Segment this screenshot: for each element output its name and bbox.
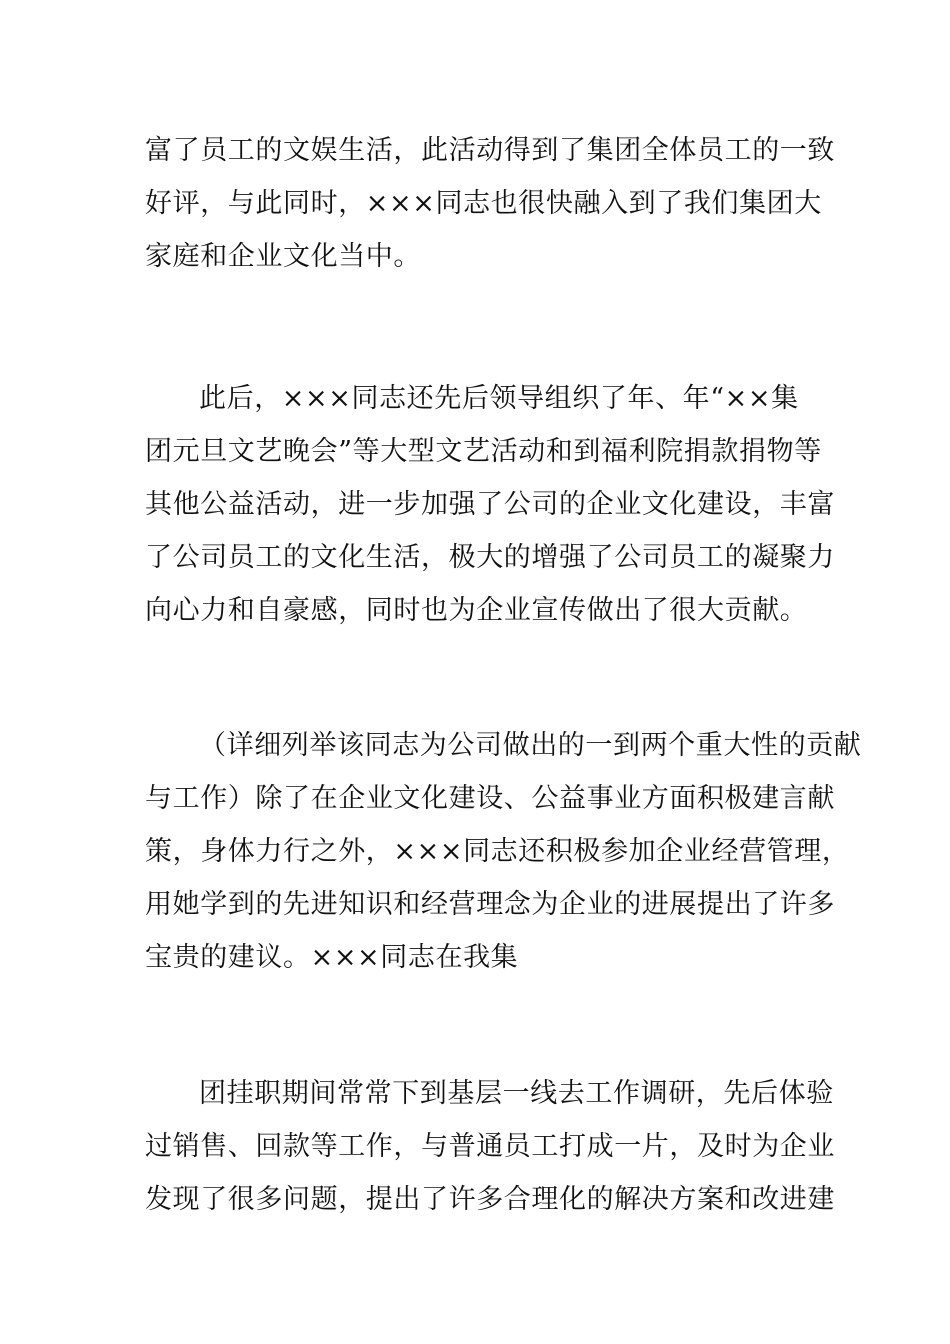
text-line: 宝贵的建议。×××同志在我集 — [145, 942, 519, 973]
paragraph-1 — [145, 124, 835, 283]
text-line: 富了员工的文娱生活，此活动得到了集团全体员工的一致 — [145, 135, 835, 166]
text-line: 家庭和企业文化当中。 — [145, 241, 421, 272]
text-line: 发现了很多问题，提出了许多合理化的解决方案和改进建 — [145, 1184, 835, 1215]
text-line: 此后，×××同志还先后领导组织了年、年“××集 — [199, 383, 799, 414]
text-line: （详细列举该同志为公司做出的一到两个重大性的贡献 — [199, 730, 862, 761]
paragraph-4 — [145, 1067, 835, 1226]
text-line: 了公司员工的文化生活，极大的增强了公司员工的凝聚力 — [145, 542, 835, 573]
text-line: 与工作）除了在企业文化建设、公益事业方面积极建言献 — [145, 783, 835, 814]
text-line: 策，身体力行之外，×××同志还积极参加企业经营管理， — [145, 836, 850, 867]
text-line: 用她学到的先进知识和经营理念为企业的进展提出了许多 — [145, 889, 835, 920]
paragraph-3 — [145, 719, 862, 984]
text-line: 过销售、回款等工作，与普通员工打成一片，及时为企业 — [145, 1131, 835, 1162]
text-line: 好评，与此同时，×××同志也很快融入到了我们集团大 — [145, 188, 822, 219]
text-line: 其他公益活动，进一步加强了公司的企业文化建设，丰富 — [145, 489, 835, 520]
text-line: 团挂职期间常常下到基层一线去工作调研，先后体验 — [199, 1078, 834, 1109]
paragraph-2 — [145, 372, 835, 637]
text-line: 团元旦文艺晚会”等大型文艺活动和到福利院捐款捐物等 — [145, 436, 822, 467]
text-line: 向心力和自豪感，同时也为企业宣传做出了很大贡献。 — [145, 595, 808, 626]
